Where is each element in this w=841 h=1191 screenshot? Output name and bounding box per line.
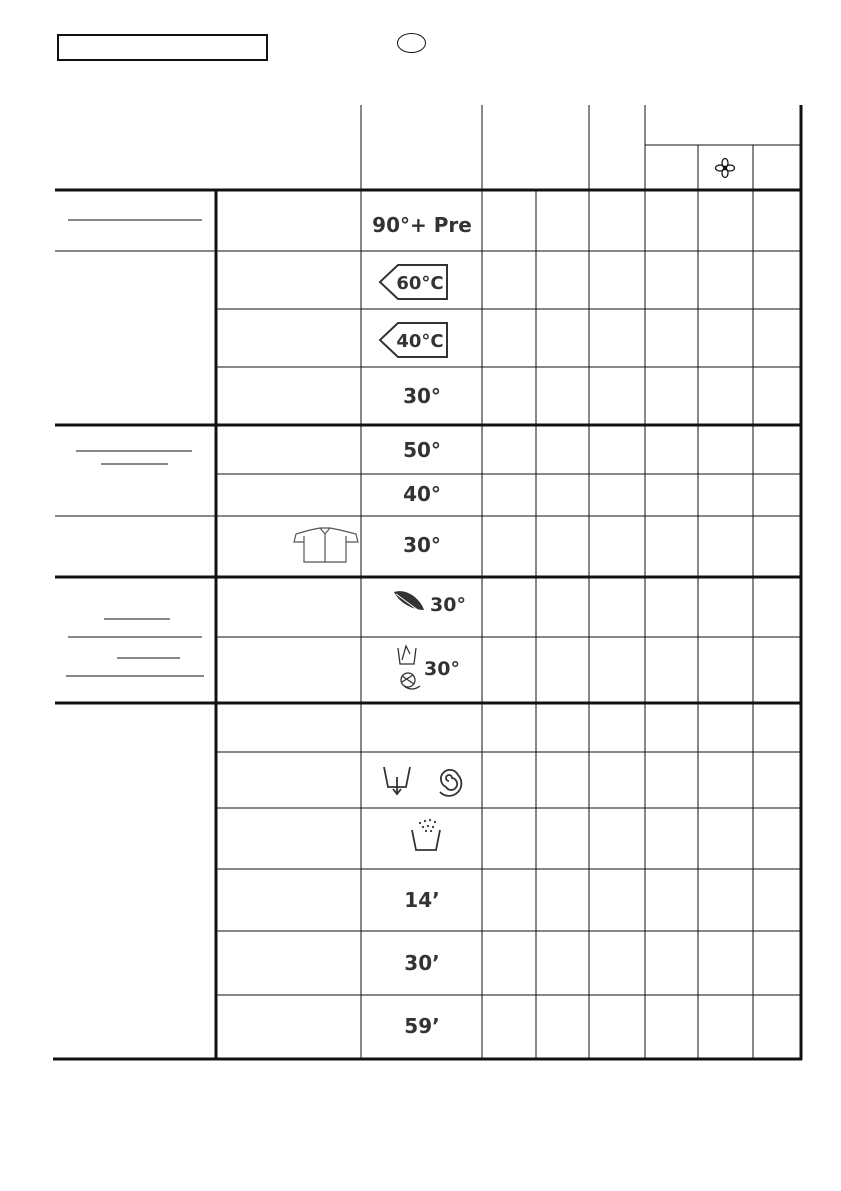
program-p9-cell bbox=[398, 646, 460, 689]
rinse-tub-icon bbox=[412, 819, 440, 850]
program-p12-cell bbox=[412, 819, 440, 850]
program-p7-cell bbox=[403, 533, 441, 557]
program-p2-cell bbox=[380, 265, 447, 299]
program-label: 60°C bbox=[396, 273, 444, 294]
program-p8-cell bbox=[394, 591, 466, 616]
shirt-icon bbox=[294, 528, 358, 562]
program-label: 30° bbox=[403, 384, 441, 408]
program-p13-cell bbox=[404, 888, 439, 912]
program-p15-cell bbox=[404, 1014, 439, 1038]
program-label: 30° bbox=[403, 533, 441, 557]
program-label: 90°+ Pre bbox=[372, 213, 472, 237]
program-p14-cell bbox=[404, 951, 439, 975]
program-label: 14’ bbox=[404, 888, 440, 912]
spin-spiral-icon bbox=[440, 770, 461, 796]
thick-lines bbox=[53, 105, 802, 1060]
program-p1-cell bbox=[372, 213, 472, 237]
wool-yarn-icon bbox=[401, 673, 420, 689]
program-p5-cell bbox=[403, 438, 441, 462]
program-p3-cell bbox=[380, 323, 447, 357]
drain-tub-icon bbox=[384, 767, 410, 794]
program-label: 30° bbox=[424, 658, 460, 680]
program-label: 40°C bbox=[396, 331, 444, 352]
hand-wash-icon bbox=[398, 646, 416, 664]
flower-icon bbox=[716, 159, 735, 178]
feather-icon bbox=[394, 591, 426, 616]
program-label: 50° bbox=[403, 438, 441, 462]
program-p6-cell bbox=[403, 482, 441, 506]
program-label: 40° bbox=[403, 482, 441, 506]
left-column-rules bbox=[66, 220, 204, 676]
program-label: 30’ bbox=[404, 951, 440, 975]
program-label: 30° bbox=[430, 594, 466, 616]
grid-lines bbox=[55, 105, 800, 1060]
program-p11-cell bbox=[384, 767, 461, 796]
program-p4-cell bbox=[403, 384, 441, 408]
program-label: 59’ bbox=[404, 1014, 440, 1038]
